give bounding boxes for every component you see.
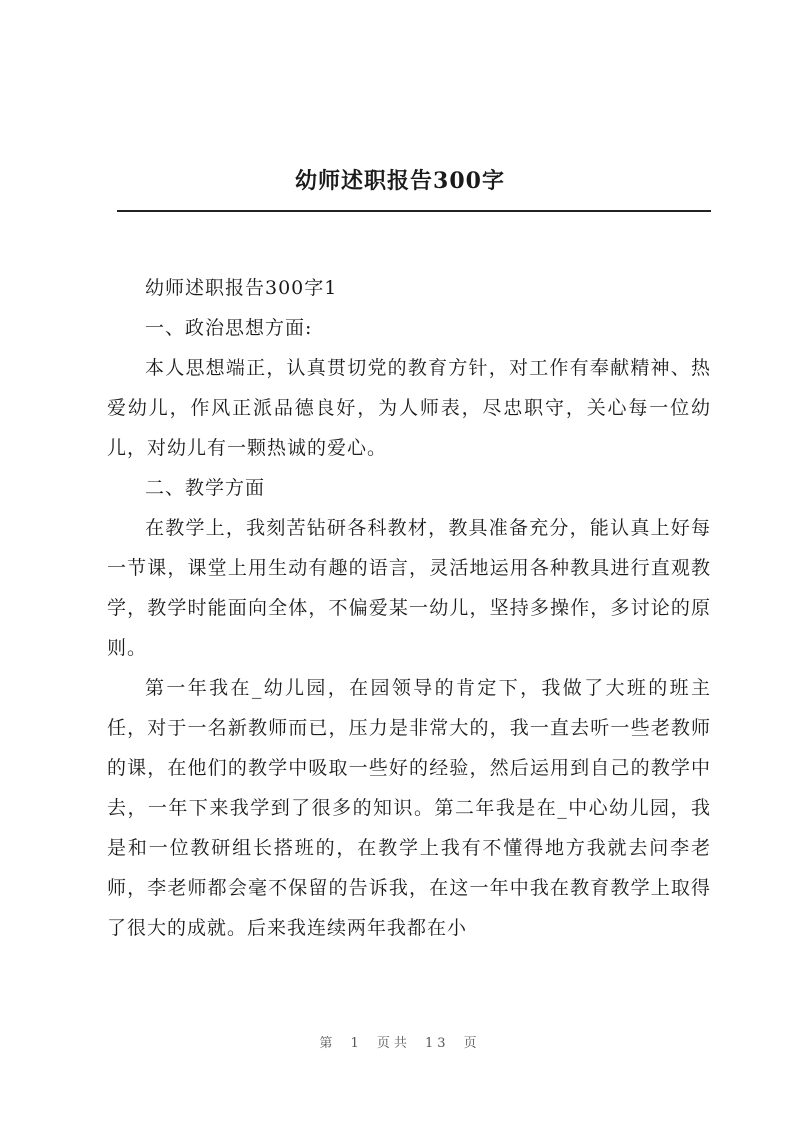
paragraph: 本人思想端正，认真贯切党的教育方针，对工作有奉献精神、热爱幼儿，作风正派品德良好，为人师表，尽忠职守，关心每一位幼儿，对幼儿有一颗热诚的爱心。: [107, 357, 711, 459]
title-divider: [117, 210, 711, 212]
page-number-footer: 第 1 页共 13 页: [319, 1036, 481, 1051]
section-heading: 幼师述职报告300字1: [145, 277, 338, 299]
subsection-heading: 一、政治思想方面:: [145, 317, 313, 339]
subsection-heading: 二、教学方面: [145, 477, 266, 499]
paragraph: 第一年我在_幼儿园，在园领导的肯定下，我做了大班的班主任，对于一名新教师而已，压力是非常大的，我一直去听一些老教师的课，在他们的教学中吸取一些好的经验，然后运用到自己的教学中去，一年下来我学到了很多的知识。第二年我是在_中心幼儿园，我是和一位教研组长搭班的，在教学上我有不懂得地方我就去问李老师，李老师都会毫不保留的告诉我，在这一年中我在教育教学上取得了很大的成就。后来我连续两年我都在小: [107, 677, 711, 939]
paragraph: 在教学上，我刻苦钻研各科教材，教具准备充分，能认真上好每一节课，课堂上用生动有趣的语言，灵活地运用各种教具进行直观教学，教学时能面向全体，不偏爱某一幼儿，坚持多操作，多讨论的原则。: [107, 517, 711, 659]
document-title: 幼师述职报告300字: [295, 168, 505, 194]
document-body: [107, 268, 711, 948]
